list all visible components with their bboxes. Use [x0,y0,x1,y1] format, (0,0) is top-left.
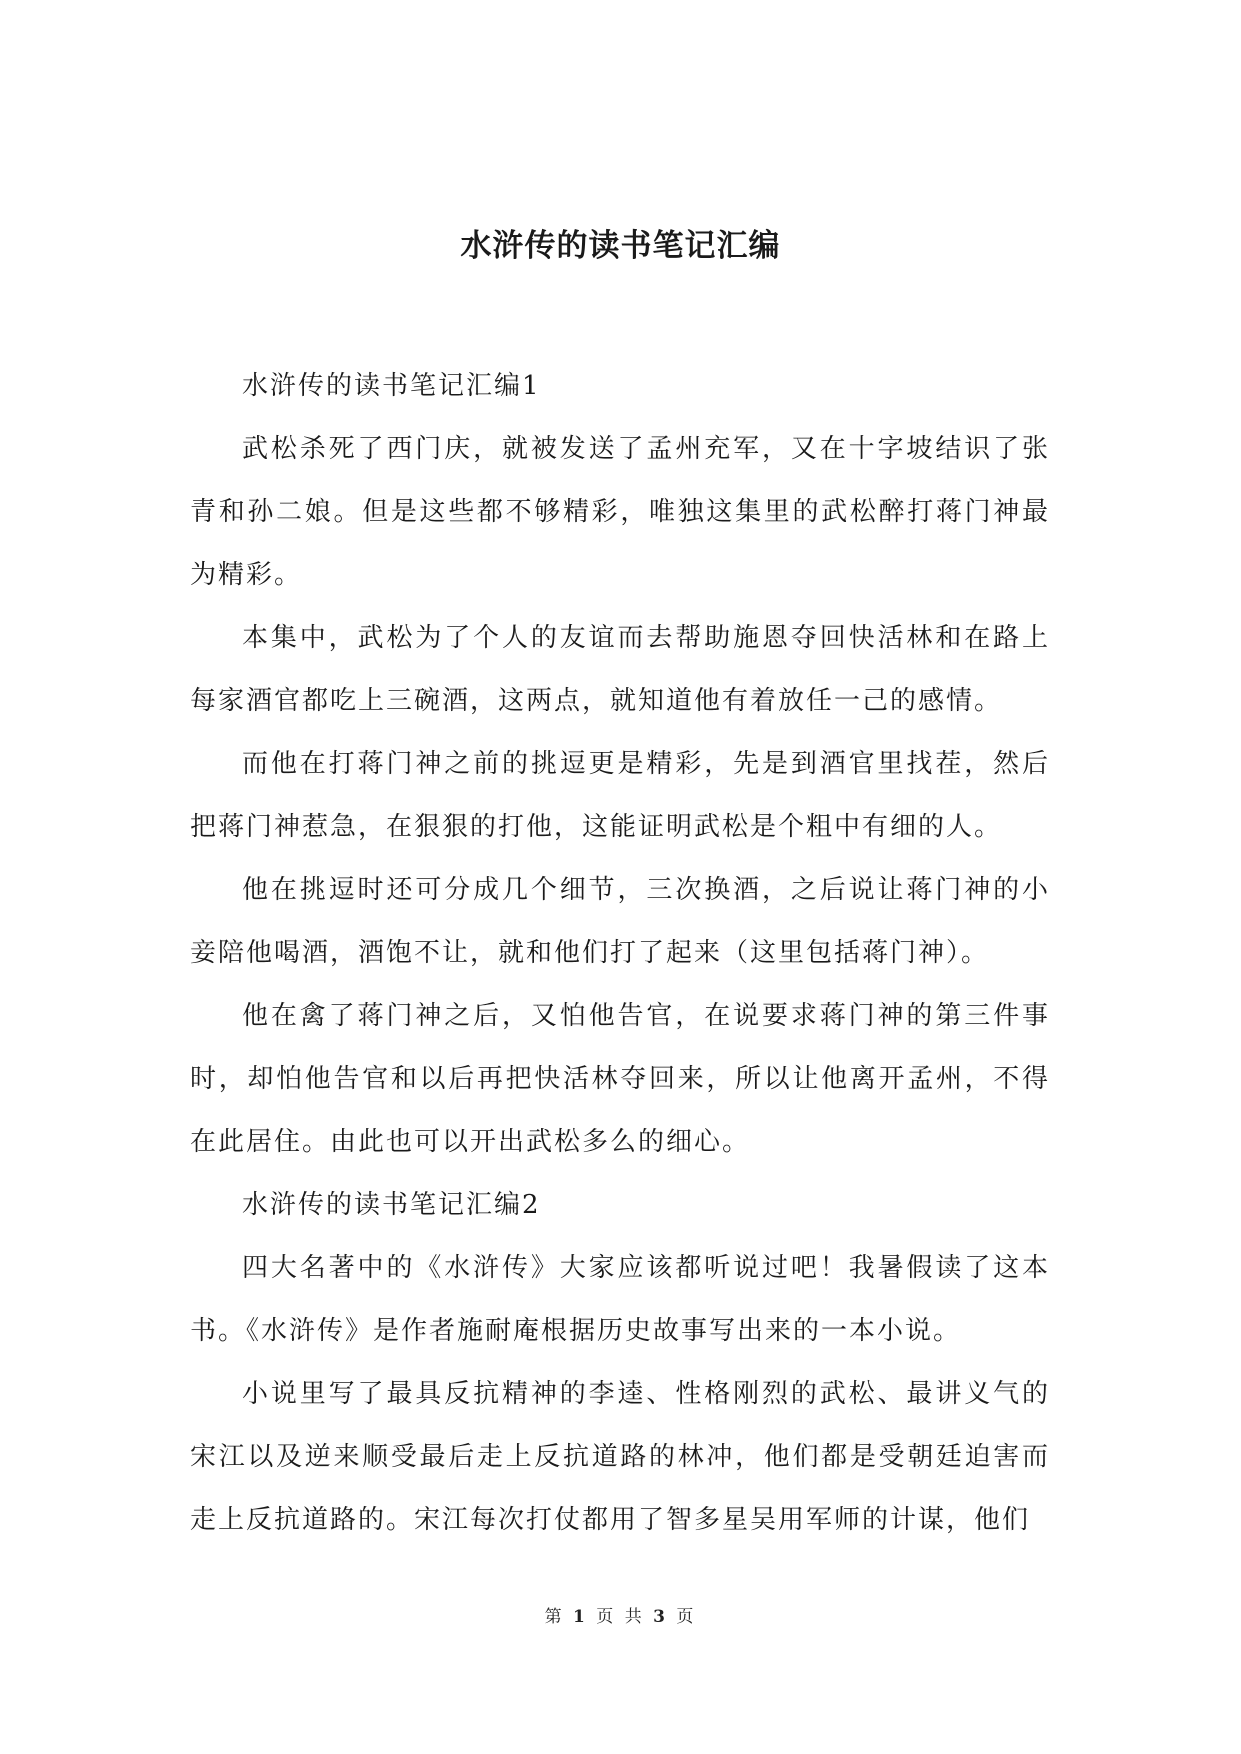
paragraph: 而他在打蒋门神之前的挑逗更是精彩，先是到酒官里找茬，然后把蒋门神惹急，在狠狠的打他，这能证明武松是个粗中有细的人。 [190,749,1050,842]
section-heading-2: 水浒传的读书笔记汇编2 [242,1190,541,1220]
paragraph: 小说里写了最具反抗精神的李逵、性格刚烈的武松、最讲义气的宋江以及逆来顺受最后走上反抗道路的林冲，他们都是受朝廷迫害而走上反抗道路的。宋江每次打仗都用了智多星吴用军师的计谋，他们 [190,1379,1050,1535]
page-footer [0,1602,1241,1627]
paragraph: 他在禽了蒋门神之后，又怕他告官，在说要求蒋门神的第三件事时，却怕他告官和以后再把快活林夺回来，所以让他离开孟州，不得在此居住。由此也可以开出武松多么的细心。 [190,1001,1050,1157]
document-body [190,355,1050,1552]
paragraph: 他在挑逗时还可分成几个细节，三次换酒，之后说让蒋门神的小妾陪他喝酒，酒饱不让，就和他们打了起来（这里包括蒋门神）。 [190,875,1050,968]
footer-suffix: 页 [676,1607,697,1627]
section-heading-1: 水浒传的读书笔记汇编1 [242,371,541,401]
document-title: 水浒传的读书笔记汇编 [460,228,781,264]
current-page-number: 1 [573,1607,588,1627]
total-pages-number: 3 [653,1607,668,1627]
paragraph: 武松杀死了西门庆，就被发送了孟州充军，又在十字坡结识了张青和孙二娘。但是这些都不够精彩，唯独这集里的武松醉打蒋门神最为精彩。 [190,434,1050,590]
paragraph: 四大名著中的《水浒传》大家应该都听说过吧！我暑假读了这本书。《水浒传》是作者施耐庵根据历史故事写出来的一本小说。 [190,1253,1050,1346]
footer-middle: 页 共 [596,1607,645,1627]
paragraph: 本集中，武松为了个人的友谊而去帮助施恩夺回快活林和在路上每家酒官都吃上三碗酒，这两点，就知道他有着放任一己的感情。 [190,623,1050,716]
footer-prefix: 第 [544,1607,565,1627]
